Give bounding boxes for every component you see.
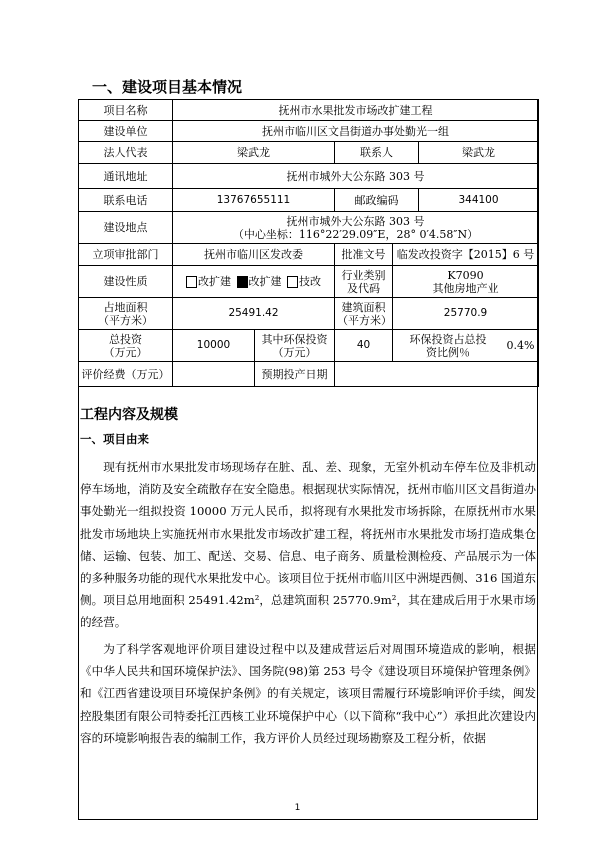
approval-no-label: 批准文号 — [335, 244, 393, 266]
eval-fee-label: 评价经费（万元） — [79, 362, 173, 387]
table-row — [79, 164, 539, 189]
contact-label: 联系人 — [335, 142, 419, 164]
building-area-value: 25770.9 — [393, 298, 539, 330]
land-area-value: 25491.42 — [173, 298, 335, 330]
paragraph-evaluation-basis: 为了科学客观地评价项目建设过程中以及建成营运后对周围环境造成的影响，根据《中华人民共和国环境保护法》、国务院(98)第 253 号令《建设项目环境保护管理条例》和《江西省建设项目环境保护条例》的有关规定，该项目需履行环境影响评价手续，闽发控股集团有限公司特委托江西核工业环境保护中心（以下简称“我中心”）承担此次建设内容的环境影响报告表的编制工作，我方评价人员经过现场勘察及工程分析，依据 — [80, 642, 536, 745]
nature-option-1-label: 改扩建 — [198, 275, 231, 288]
nature-option-2-label: 改扩建 — [248, 275, 282, 288]
legal-rep-value: 梁武龙 — [173, 142, 335, 164]
phone-label: 联系电话 — [79, 189, 173, 212]
table-row — [79, 330, 539, 362]
table-row — [79, 266, 539, 298]
env-ratio-cell — [393, 330, 539, 362]
land-area-label-line1: 占地面积 — [103, 300, 148, 314]
total-invest-label-line2: （万元） — [103, 345, 148, 359]
table-row — [79, 189, 539, 212]
operation-date-label: 预期投产日期 — [255, 362, 335, 387]
table-row — [79, 100, 539, 121]
section-title: 工程内容及规模 — [80, 407, 178, 423]
nature-label: 建设性质 — [79, 266, 173, 298]
contact-value: 梁武龙 — [419, 142, 539, 164]
total-invest-value: 10000 — [173, 330, 255, 362]
env-invest-value: 40 — [335, 330, 393, 362]
building-area-label — [335, 298, 393, 330]
total-invest-label-line1: 总投资 — [109, 332, 142, 346]
industry-name: 其他房地产业 — [432, 281, 499, 295]
checkbox-icon[interactable] — [287, 276, 298, 288]
eval-fee-value — [173, 362, 255, 387]
project-name-value: 抚州市水果批发市场改扩建工程 — [173, 100, 539, 121]
postcode-label: 邮政编码 — [335, 189, 419, 212]
table-row — [79, 362, 539, 387]
approval-dept-value: 抚州市临川区发改委 — [173, 244, 335, 266]
address-value: 抚州市城外大公东路 303 号 — [173, 164, 539, 189]
nature-options — [173, 266, 335, 298]
builder-value: 抚州市临川区文昌街道办事处勤光一组 — [173, 121, 539, 142]
table-row — [79, 121, 539, 142]
env-ratio-label-line2: 资比例％ — [426, 345, 470, 359]
legal-rep-label: 法人代表 — [79, 142, 173, 164]
operation-date-value — [335, 362, 539, 387]
builder-label: 建设单位 — [79, 121, 173, 142]
total-invest-label — [79, 330, 173, 362]
table-row — [79, 212, 539, 244]
paragraph-project-origin: 现有抚州市水果批发市场现场存在脏、乱、差、现象，无室外机动车停车位及非机动停车场地，消防及安全疏散存在安全隐患。根据现状实际情况，抚州市临川区文昌街道办事处勤光一组拟投资 10000 万元人民币，拟将现有水果批发市场拆除，在原抚州市水果批发市场地块上实施抚州市水果批发市场改扩建工程，将抚州市水果批发市场打造成集仓储、运输、包装、加工、配送、交易、信息、电子商务、质量检测检疫、产品展示为一体的多种服务功能的现代水果批发中心。该项目位于抚州市临川区中洲堤西侧、316 国道东侧。项目总用地面积 25491.42m²，总建筑面积 25770.9m²，其在建成后用于水果市场的经营。 — [80, 460, 536, 630]
project-name-label: 项目名称 — [79, 100, 173, 121]
env-ratio-label — [393, 333, 503, 359]
site-address: 抚州市城外大公东路 303 号 — [286, 214, 425, 228]
postcode-value: 344100 — [419, 189, 539, 212]
site-coordinates: （中心坐标：116°22′29.09″E，28° 0′4.58″N） — [232, 227, 479, 241]
page-number: 1 — [294, 803, 301, 813]
env-invest-label-line1: 其中环保投资 — [261, 332, 328, 346]
building-area-label-line1: 建筑面积 — [341, 300, 386, 314]
env-invest-label-line2: （万元） — [272, 345, 317, 359]
approval-no-value: 临发改投资字【2015】6 号 — [393, 244, 539, 266]
nature-option-1[interactable] — [186, 275, 231, 288]
industry-code: K7090 — [447, 268, 484, 282]
land-area-label — [79, 298, 173, 330]
phone-value: 13767655111 — [173, 189, 335, 212]
land-area-label-line2: （平方米） — [98, 313, 153, 327]
table-row — [79, 142, 539, 164]
building-area-label-line2: （平方米） — [337, 313, 392, 327]
table-row — [79, 298, 539, 330]
approval-dept-label: 立项审批部门 — [79, 244, 173, 266]
project-info-table — [78, 99, 539, 387]
nature-option-3[interactable] — [287, 275, 321, 288]
checkbox-icon[interactable] — [186, 276, 197, 288]
subsection-title: 一、项目由来 — [80, 432, 149, 446]
table-row — [79, 244, 539, 266]
env-ratio-value: 0.4% — [506, 339, 535, 352]
checkbox-checked-icon[interactable] — [237, 276, 248, 288]
site-value — [173, 212, 539, 244]
industry-value — [393, 266, 539, 298]
env-ratio-label-line1: 环保投资占总投 — [409, 332, 487, 346]
env-invest-label — [255, 330, 335, 362]
page-heading: 一、建设项目基本情况 — [92, 78, 243, 96]
nature-option-2[interactable] — [237, 275, 282, 288]
site-label: 建设地点 — [79, 212, 173, 244]
address-label: 通讯地址 — [79, 164, 173, 189]
nature-option-3-label: 技改 — [299, 275, 321, 288]
industry-label: 行业类别及代码 — [335, 266, 393, 298]
